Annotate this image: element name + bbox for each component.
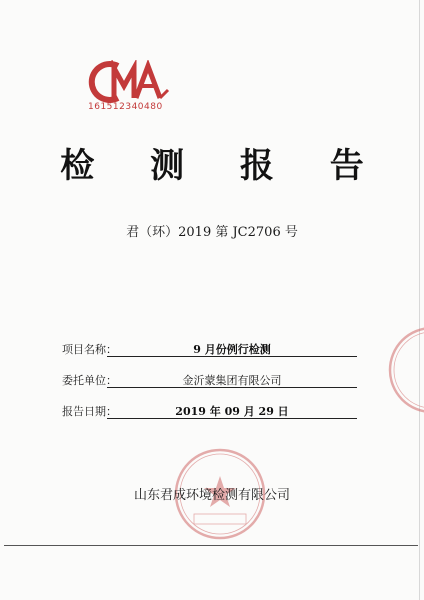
project-name-value: 9 月份例行检测 [193, 343, 271, 356]
underline [107, 418, 357, 419]
report-date-value: 2019 年 09 月 29 日 [175, 405, 289, 418]
client-value: 金沂蒙集团有限公司 [182, 374, 282, 387]
issuing-company: 山东君成环境检测有限公司 [133, 488, 290, 503]
edge-seal-stamp [388, 320, 424, 420]
client-label: 委托单位： [62, 374, 117, 387]
project-name-label: 项目名称： [62, 343, 117, 356]
report-date-field [62, 403, 362, 419]
cma-certificate-number: 161512340480 [88, 102, 163, 112]
report-date-label: 报告日期： [62, 405, 117, 418]
underline [107, 387, 357, 388]
report-number: 君（环）2019 第 JC2706 号 [126, 225, 298, 240]
page-edge-line [419, 0, 420, 600]
project-name-field [62, 341, 362, 357]
client-field [62, 372, 362, 388]
underline [107, 356, 357, 357]
bottom-divider [4, 545, 418, 546]
report-title: 检 测 报 告 [60, 146, 386, 186]
